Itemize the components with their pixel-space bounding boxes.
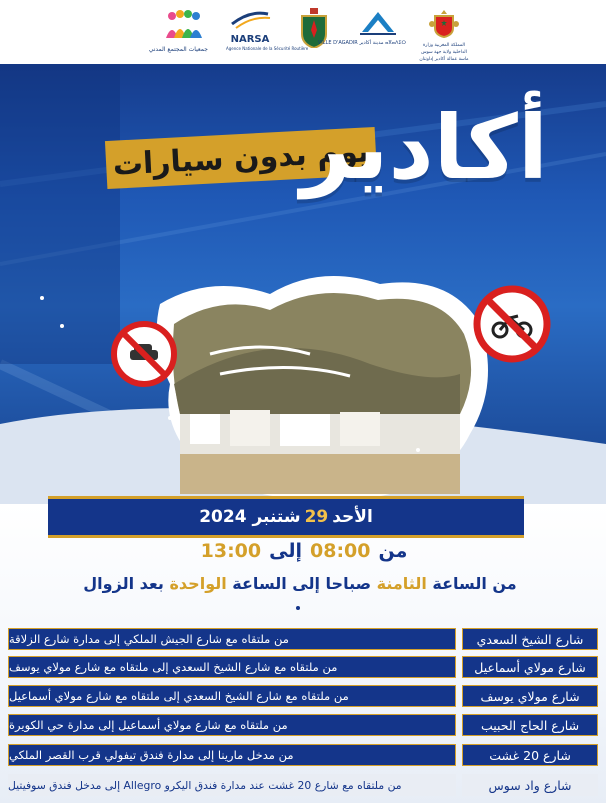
kingdom-caption: المملكة المغربية وزارة الداخلية ولاية جهة سوس ماسة عمالة أكادير إداوتنان <box>419 43 469 62</box>
decor-dot <box>168 416 172 420</box>
date-banner <box>48 496 524 538</box>
narsa-swoosh-icon <box>228 8 272 30</box>
agadir-map-photo <box>150 264 510 504</box>
time-to: 13:00 <box>200 540 262 562</box>
people-icon <box>164 8 204 42</box>
time-description <box>60 574 540 593</box>
route-row <box>8 714 598 736</box>
route-street: شارع الحاج الحبيب <box>462 714 598 736</box>
time-range <box>150 534 450 568</box>
logo-bar <box>0 0 606 64</box>
subtitle-text: يوم بدون سيارات <box>111 133 370 183</box>
civil-society-logo <box>148 8 208 53</box>
civil-society-caption: جمعيات المجتمع المدني <box>148 46 208 53</box>
route-description-text: من ملتقاه مع شارع الشيخ السعدي إلى ملتقاه مع شارع مولاي أسماعيل <box>9 689 349 703</box>
narsa-caption: Agence Nationale de la Sécurité Routière <box>226 46 309 51</box>
decor-dot <box>296 606 300 610</box>
desc-highlight: الواحدة <box>169 574 227 593</box>
date-month-year: شتنبر 2024 <box>199 507 301 527</box>
route-description <box>8 714 456 736</box>
time-to-label: إلى <box>269 540 302 562</box>
narsa-wordmark: NARSA <box>230 34 270 45</box>
route-description-text: من ملتقاه مع شارع 20 غشت عند مدارة فندق اليكرو Allegro إلى مدخل فندق سوفيتيل <box>8 778 402 792</box>
route-street: شارع مولاي يوسف <box>462 685 598 707</box>
desc-part: صباحا إلى الساعة <box>232 574 372 593</box>
route-description <box>8 656 456 678</box>
route-row <box>8 685 598 707</box>
desc-part: بعد الزوال <box>83 574 164 593</box>
route-description <box>8 685 456 707</box>
desc-highlight: الثامنة <box>376 574 427 593</box>
route-row <box>8 744 598 766</box>
date-weekday: الأحد <box>332 507 373 527</box>
route-street: شارع 20 غشت <box>462 744 598 766</box>
route-description <box>8 744 456 766</box>
route-description-text: من ملتقاه مع شارع الجيش الملكي إلى مدارة شارع الزلاقة <box>9 632 289 646</box>
route-description <box>8 774 456 796</box>
decor-dot <box>416 448 420 452</box>
route-row <box>8 774 598 796</box>
time-from-label: من <box>378 540 408 562</box>
route-row <box>8 628 598 650</box>
decor-dot <box>40 296 44 300</box>
desc-part: من الساعة <box>432 574 517 593</box>
date-day: 29 <box>304 507 329 527</box>
route-row <box>8 656 598 678</box>
route-street: شارع واد سوس <box>462 774 598 796</box>
city-title: أكادير <box>300 96 548 199</box>
route-description-text: من مدخل مارينا إلى مدارة فندق تيفولي قرب القصر الملكي <box>9 748 294 762</box>
route-description <box>8 628 456 650</box>
agadir-wave-icon <box>358 8 398 36</box>
agadir-city-logo <box>317 8 406 47</box>
time-from: 08:00 <box>310 540 371 562</box>
hero-banner <box>0 64 606 504</box>
kingdom-logo <box>416 8 472 63</box>
decor-dot <box>60 324 64 328</box>
route-description-text: من ملتقاه مع شارع الشيخ السعدي إلى ملتقاه مع شارع مولاي يوسف <box>9 660 338 674</box>
coat-of-arms-icon <box>429 8 459 38</box>
agadir-city-caption: ⴰⴳⴰⴷⵉⵔ مدينة أكادير VILLE D'AGADIR <box>317 40 406 46</box>
narsa-logo <box>226 8 309 52</box>
no-car-sign-icon <box>110 320 178 388</box>
route-street: شارع الشيخ السعدي <box>462 628 598 650</box>
no-motorcycle-sign-icon <box>472 284 552 364</box>
route-street: شارع مولاي أسماعيل <box>462 656 598 678</box>
route-description-text: من ملتقاه مع شارع مولاي أسماعيل إلى مدارة حي الكويرة <box>9 718 288 732</box>
